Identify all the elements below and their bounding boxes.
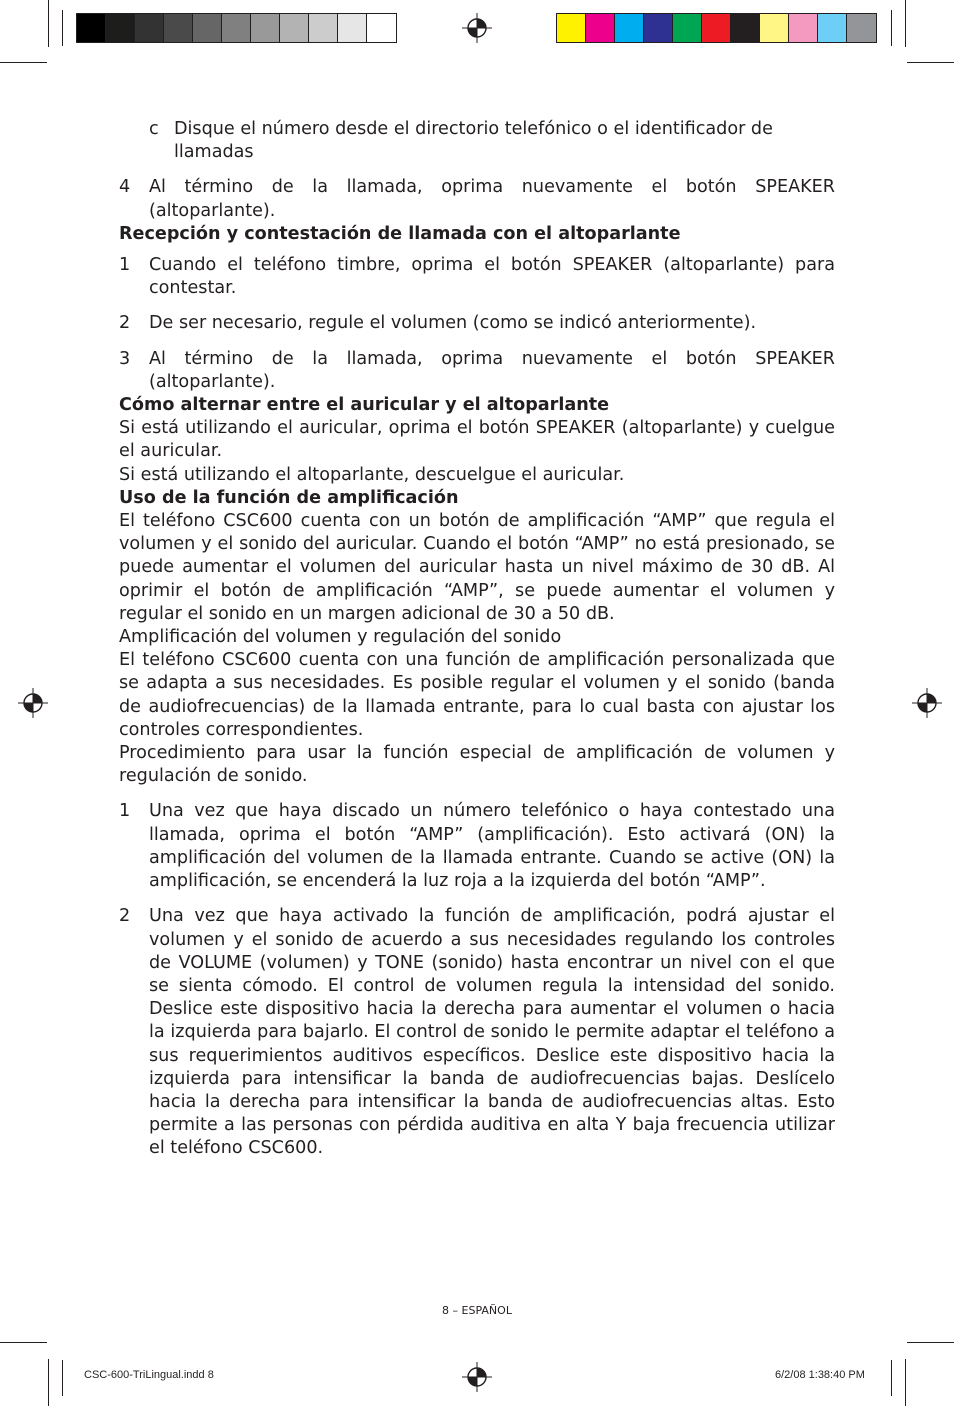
registration-mark-icon xyxy=(462,1362,492,1392)
paragraph: Si está utilizando el auricular, oprima el botón SPEAKER (altoparlante) y cuelgue el auricular. xyxy=(119,418,835,462)
color-swatch xyxy=(818,14,847,42)
color-swatch xyxy=(789,14,818,42)
section-heading: Recepción y contestación de llamada con el altoparlante xyxy=(119,223,681,244)
color-swatch xyxy=(135,14,164,42)
color-swatch xyxy=(77,14,106,42)
color-swatch xyxy=(280,14,309,42)
list-item xyxy=(119,905,835,1160)
grayscale-color-bar xyxy=(76,13,397,43)
registration-mark-icon xyxy=(462,13,492,43)
color-swatch xyxy=(731,14,760,42)
list-item xyxy=(119,312,835,335)
color-swatch xyxy=(222,14,251,42)
list-number: 4 xyxy=(119,177,131,198)
color-swatch xyxy=(367,14,396,42)
list-number: 3 xyxy=(119,348,131,369)
list-number: 1 xyxy=(119,255,131,276)
crop-mark xyxy=(48,0,49,47)
crop-mark xyxy=(907,62,954,63)
list-text: Al término de la llamada, oprima nuevamente el botón SPEAKER (altoparlante). xyxy=(149,348,835,392)
paragraph: El teléfono CSC600 cuenta con una función de amplificación personalizada que se adapta a sus necesidades. Es posible regular el volumen y el sonido (banda de audiofrecuencias) de la llamada entrante, para lo cual basta con ajustar los controles correspondientes. xyxy=(119,650,835,740)
slug-timestamp: 6/2/08 1:38:40 PM xyxy=(775,1369,865,1381)
paragraph: Amplificación del volumen y regulación del sonido xyxy=(119,627,562,648)
color-swatch xyxy=(673,14,702,42)
color-swatch xyxy=(760,14,789,42)
list-text: Disque el número desde el directorio telefónico o el identificador de llamadas xyxy=(174,119,773,163)
crop-mark xyxy=(0,1342,47,1343)
color-swatch xyxy=(615,14,644,42)
section-heading: Uso de la función de amplificación xyxy=(119,487,459,508)
crop-mark xyxy=(907,1342,954,1343)
color-swatch xyxy=(309,14,338,42)
page-footer: 8 – ESPAÑOL xyxy=(442,1304,512,1317)
paragraph: Si está utilizando el altoparlante, descuelgue el auricular. xyxy=(119,464,625,485)
crop-mark xyxy=(891,10,892,46)
list-text: Una vez que haya activado la función de amplificación, podrá ajustar el volumen y el sonido de acuerdo a sus necesidades regulando los controles de VOLUME (volumen) y TONE (sonido) hasta encontrar un nivel con el que se sienta cómodo. El control de volumen regula la intensidad del sonido. Deslice este dispositivo hacia la derecha para aumentar el volumen o hacia la izquierda para bajarlo. El control de sonido le permite adaptar el teléfono a sus requerimientos auditivos específicos. Deslice este dispositivo hacia la izquierda para intensificar la banda de audiofrecuencias bajas. Deslícelo hacia la derecha para intensificar la banda de audiofrecuencias altas. Esto permite a las personas con pérdida auditiva en alta Y baja frecuencia utilizar el teléfono CSC600. xyxy=(149,906,835,1159)
color-swatch xyxy=(251,14,280,42)
crop-mark xyxy=(62,1360,63,1396)
color-swatch xyxy=(338,14,367,42)
color-swatch xyxy=(586,14,615,42)
list-text: Al término de la llamada, oprima nuevamente el botón SPEAKER (altoparlante). xyxy=(149,177,835,221)
list-item xyxy=(149,118,835,164)
list-item xyxy=(119,800,835,893)
list-item xyxy=(119,254,835,300)
registration-mark-icon xyxy=(18,688,48,718)
page-content xyxy=(119,118,835,1161)
list-text: Cuando el teléfono timbre, oprima el botón SPEAKER (altoparlante) para contestar. xyxy=(149,255,835,299)
list-text: De ser necesario, regule el volumen (como se indicó anteriormente). xyxy=(149,313,757,334)
list-marker: c xyxy=(149,119,159,139)
crop-mark xyxy=(905,1359,906,1406)
registration-mark-icon xyxy=(912,688,942,718)
color-swatch xyxy=(847,14,876,42)
process-color-bar xyxy=(556,13,877,43)
color-swatch xyxy=(702,14,731,42)
list-number: 2 xyxy=(119,313,131,334)
slug-filename: CSC-600-TriLingual.indd 8 xyxy=(84,1369,214,1381)
crop-mark xyxy=(0,62,47,63)
crop-mark xyxy=(905,0,906,47)
color-swatch xyxy=(106,14,135,42)
list-text: Una vez que haya discado un número telefónico o haya contestado una llamada, oprima el botón “AMP” (amplificación). Esto activará (ON) la amplificación del volumen de la llamada entrante. Cuando se active (ON) la amplificación, se encenderá la luz roja a la izquierda del botón “AMP”. xyxy=(149,801,835,892)
crop-mark xyxy=(48,1359,49,1406)
paragraph: Procedimiento para usar la función especial de amplificación de volumen y regulación de sonido. xyxy=(119,743,835,787)
list-item xyxy=(119,348,835,394)
list-number: 2 xyxy=(119,906,131,927)
crop-mark xyxy=(62,10,63,46)
crop-mark xyxy=(891,1360,892,1396)
color-swatch xyxy=(644,14,673,42)
list-item xyxy=(119,176,835,222)
list-number: 1 xyxy=(119,801,131,822)
color-swatch xyxy=(164,14,193,42)
color-swatch xyxy=(193,14,222,42)
color-swatch xyxy=(557,14,586,42)
paragraph: El teléfono CSC600 cuenta con un botón de amplificación “AMP” que regula el volumen y el sonido del auricular. Cuando el botón “AMP” no está presionado, se puede aumentar el volumen del auricular hasta un nivel máximo de 30 dB. Al oprimir el botón de amplificación “AMP”, se puede aumentar el volumen y regular el sonido en un margen adicional de 30 a 50 dB. xyxy=(119,511,835,624)
section-heading: Cómo alternar entre el auricular y el altoparlante xyxy=(119,395,610,416)
